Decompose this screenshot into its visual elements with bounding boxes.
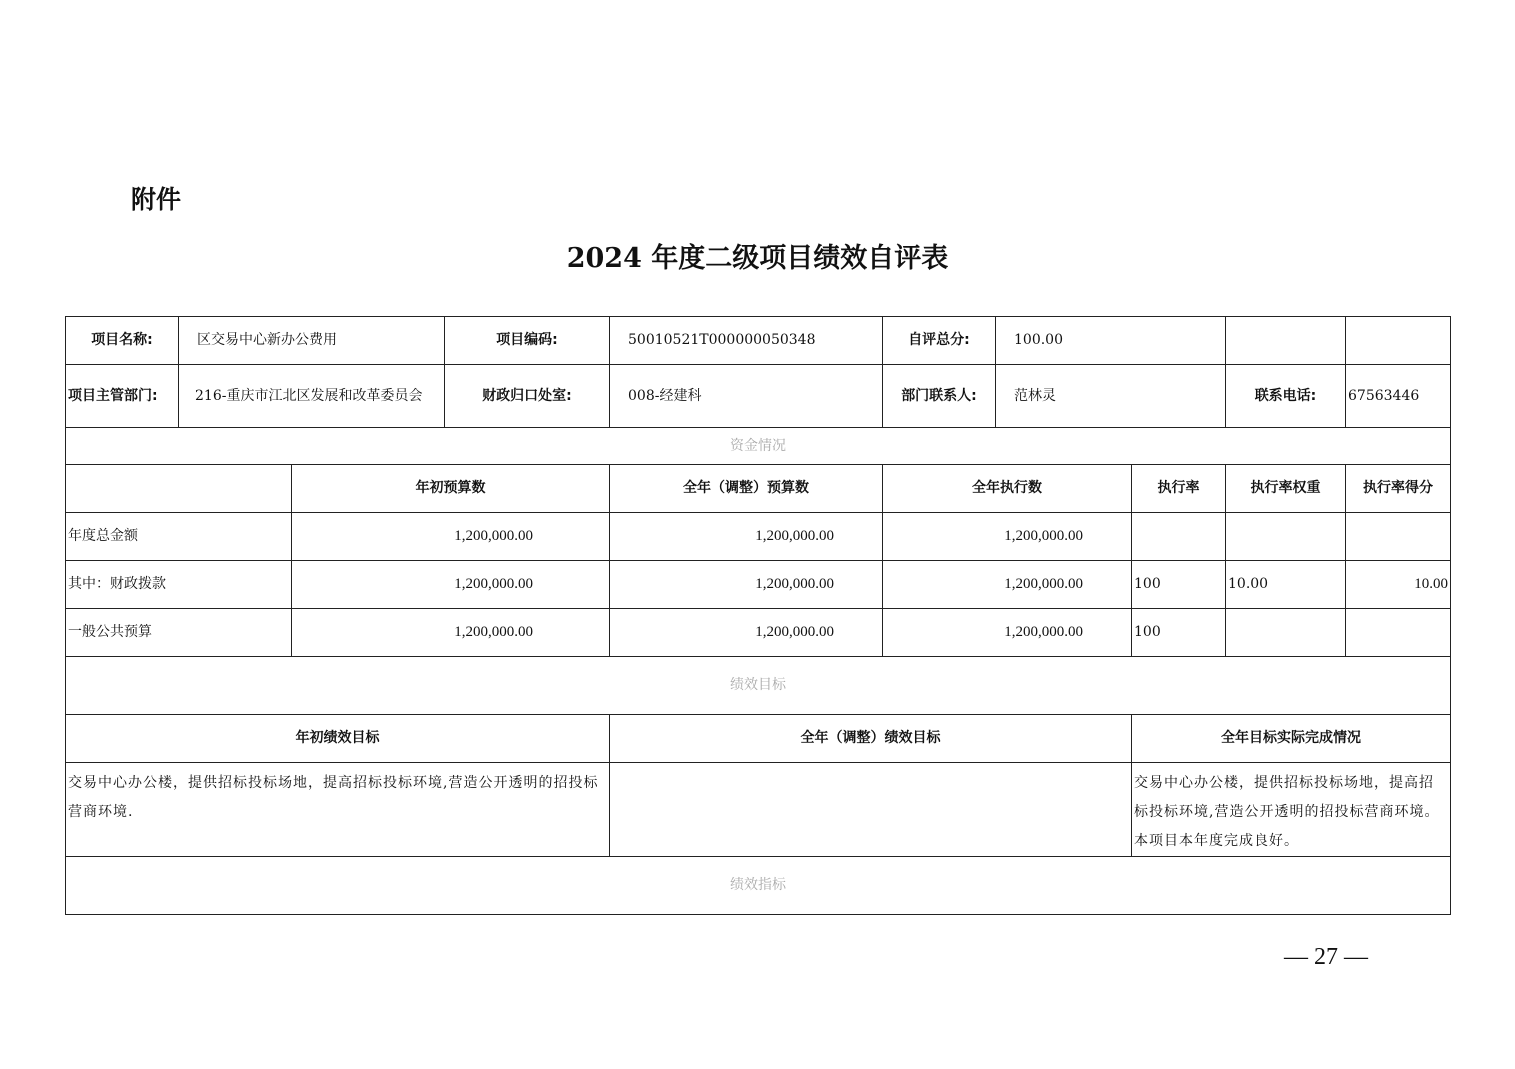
finance-value: 008-经建科 — [610, 365, 883, 428]
project-code-label: 项目编码: — [445, 317, 610, 365]
fund-score: 10.00 — [1346, 561, 1451, 609]
header-initial-budget: 年初预算数 — [292, 465, 610, 513]
table-row — [66, 857, 1451, 915]
dept-label: 项目主管部门: — [66, 365, 179, 428]
header-adjusted-budget: 全年（调整）预算数 — [610, 465, 883, 513]
fund-executed: 1,200,000.00 — [883, 609, 1132, 657]
header-executed: 全年执行数 — [883, 465, 1132, 513]
page-number: — 27 — — [1284, 944, 1368, 970]
goals-section-title: 绩效目标 — [66, 657, 1451, 715]
score-value: 100.00 — [996, 317, 1226, 365]
header-actual-completion: 全年目标实际完成情况 — [1132, 715, 1451, 763]
header-rate: 执行率 — [1132, 465, 1226, 513]
table-row — [66, 763, 1451, 857]
fund-adjusted: 1,200,000.00 — [610, 609, 883, 657]
contact-label: 部门联系人: — [883, 365, 996, 428]
table-row — [66, 428, 1451, 465]
empty-cell — [1226, 317, 1346, 365]
initial-goal-text: 交易中心办公楼，提供招标投标场地，提高招标投标环境,营造公开透明的招投标营商环境. — [66, 763, 610, 857]
header-weight: 执行率权重 — [1226, 465, 1346, 513]
table-row — [66, 657, 1451, 715]
dept-value: 216-重庆市江北区发展和改革委员会 — [179, 365, 445, 428]
table-row — [66, 561, 1451, 609]
fund-initial: 1,200,000.00 — [292, 561, 610, 609]
adjusted-goal-text — [610, 763, 1132, 857]
phone-label: 联系电话: — [1226, 365, 1346, 428]
contact-value: 范林灵 — [996, 365, 1226, 428]
header-adjusted-goal: 全年（调整）绩效目标 — [610, 715, 1132, 763]
phone-value: 67563446 — [1346, 365, 1451, 428]
actual-completion-text: 交易中心办公楼，提供招标投标场地，提高招标投标环境,营造公开透明的招投标营商环境。本项目本年度完成良好。 — [1132, 763, 1451, 857]
fund-row-name: 其中：财政拨款 — [66, 561, 292, 609]
fund-executed: 1,200,000.00 — [883, 561, 1132, 609]
fund-weight: 10.00 — [1226, 561, 1346, 609]
project-name-label: 项目名称: — [66, 317, 179, 365]
fund-initial: 1,200,000.00 — [292, 513, 610, 561]
project-code-value: 50010521T000000050348 — [610, 317, 883, 365]
empty-cell — [66, 465, 292, 513]
fund-score — [1346, 513, 1451, 561]
fund-rate: 100 — [1132, 609, 1226, 657]
score-label: 自评总分: — [883, 317, 996, 365]
fund-row-name: 一般公共预算 — [66, 609, 292, 657]
table-row — [66, 317, 1451, 365]
table-row — [66, 715, 1451, 763]
table-row — [66, 365, 1451, 428]
fund-score — [1346, 609, 1451, 657]
fund-adjusted: 1,200,000.00 — [610, 513, 883, 561]
self-evaluation-table — [65, 316, 1451, 915]
fund-weight — [1226, 609, 1346, 657]
finance-label: 财政归口处室: — [445, 365, 610, 428]
fund-rate — [1132, 513, 1226, 561]
header-score: 执行率得分 — [1346, 465, 1451, 513]
fund-adjusted: 1,200,000.00 — [610, 561, 883, 609]
attachment-label: 附件 — [131, 185, 182, 214]
fund-initial: 1,200,000.00 — [292, 609, 610, 657]
fund-row-name: 年度总金额 — [66, 513, 292, 561]
funds-section-title: 资金情况 — [66, 428, 1451, 465]
table-row — [66, 609, 1451, 657]
project-name-value: 区交易中心新办公费用 — [179, 317, 445, 365]
fund-executed: 1,200,000.00 — [883, 513, 1132, 561]
indicators-section-title: 绩效指标 — [66, 857, 1451, 915]
fund-rate: 100 — [1132, 561, 1226, 609]
header-initial-goal: 年初绩效目标 — [66, 715, 610, 763]
page-title: 2024 年度二级项目绩效自评表 — [566, 243, 949, 274]
empty-cell — [1346, 317, 1451, 365]
table-row — [66, 465, 1451, 513]
fund-weight — [1226, 513, 1346, 561]
table-row — [66, 513, 1451, 561]
